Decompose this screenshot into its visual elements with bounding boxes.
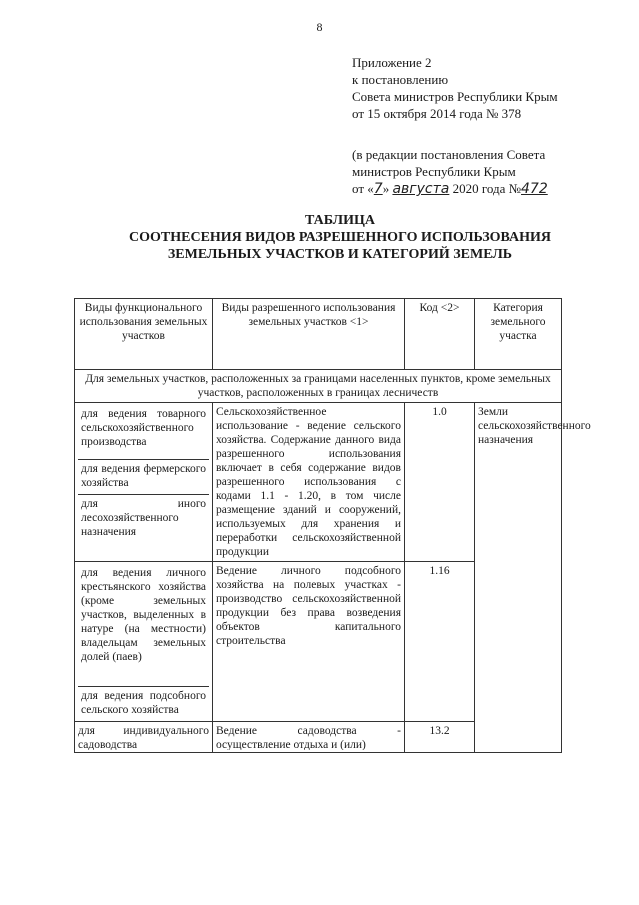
- header-code: Код <2>: [405, 299, 475, 370]
- table-row: [75, 403, 562, 562]
- code-cell: 13.2: [405, 722, 475, 753]
- appendix-line-1: Приложение 2: [352, 55, 432, 70]
- edition-note: [352, 146, 632, 198]
- header-permitted: Виды разрешенного использования земельных участков <1>: [213, 299, 405, 370]
- header-functional: Виды функционального использования земельных участков: [75, 299, 213, 370]
- permitted-cell: [213, 722, 405, 753]
- title-line-2: СООТНЕСЕНИЯ ВИДОВ РАЗРЕШЕННОГО ИСПОЛЬЗОВАНИЯ: [129, 230, 551, 245]
- functional-cell: [75, 403, 213, 562]
- edition-line-1: (в редакции постановления Совета: [352, 147, 546, 162]
- section-heading: Для земельных участков, расположенных за границами населенных пунктов, кроме земельных участков, расположенных в границах лесничеств: [75, 370, 562, 403]
- page-number: 8: [316, 20, 323, 34]
- edition-date-prefix: от «: [352, 181, 374, 196]
- functional-item: для ведения товарного сельскохозяйственного производства: [78, 405, 209, 460]
- title-line-3: ЗЕМЕЛЬНЫХ УЧАСТКОВ И КАТЕГОРИЙ ЗЕМЕЛЬ: [167, 247, 513, 262]
- handwritten-month: августа: [392, 181, 450, 197]
- header-category: Категория земельного участка: [475, 299, 562, 370]
- appendix-block: [352, 54, 632, 122]
- edition-year: 2020 года №: [452, 181, 522, 196]
- appendix-line-4: от 15 октября 2014 года № 378: [352, 106, 522, 121]
- permitted-cell: Сельскохозяйственное использование - ведение сельского хозяйства. Содержание данного вида разрешенного использования включает в себя содержание видов разрешенного использования с кодами 1.1 - 1.20, в том числе размещение зданий и сооружений, используемых для хранения и переработки сельскохозяйственной продукции: [213, 403, 405, 562]
- code-cell: 1.0: [405, 403, 475, 562]
- title-line-1: ТАБЛИЦА: [305, 213, 375, 228]
- land-use-table: [74, 298, 591, 753]
- category-cell: Земли сельскохозяйственного назначения: [475, 403, 562, 753]
- permitted-text: Ведение садоводства - осуществление отдыха и (или): [216, 725, 401, 750]
- appendix-line-2: к постановлению: [352, 72, 449, 87]
- functional-item: для ведения личного крестьянского хозяйства (кроме земельных участков, выделенных в натуре (на местности) владельцам земельных долей (паев): [78, 564, 209, 687]
- code-cell: 1.16: [405, 562, 475, 722]
- edition-line-3: [352, 180, 632, 198]
- appendix-line-3: Совета министров Республики Крым: [352, 89, 558, 104]
- functional-cell: [75, 722, 213, 753]
- handwritten-number: 472: [521, 181, 548, 197]
- handwritten-day: 7: [373, 181, 383, 197]
- permitted-cell: Ведение личного подсобного хозяйства на полевых участках - производство сельскохозяйственной продукции без права возведения объектов капитального строительства: [213, 562, 405, 722]
- section-row: [75, 370, 562, 403]
- functional-item: для иного лесохозяйственного назначения: [81, 498, 206, 538]
- functional-item: для ведения подсобного сельского хозяйства: [81, 690, 206, 716]
- edition-line-2: министров Республики Крым: [352, 164, 516, 179]
- table-header-row: [75, 299, 562, 370]
- document-title: [60, 212, 620, 263]
- functional-cell: [75, 562, 213, 722]
- functional-item: для индивидуального садоводства: [78, 725, 209, 750]
- functional-item: для ведения фермерского хозяйства: [78, 460, 209, 495]
- edition-date-mid: »: [382, 181, 390, 196]
